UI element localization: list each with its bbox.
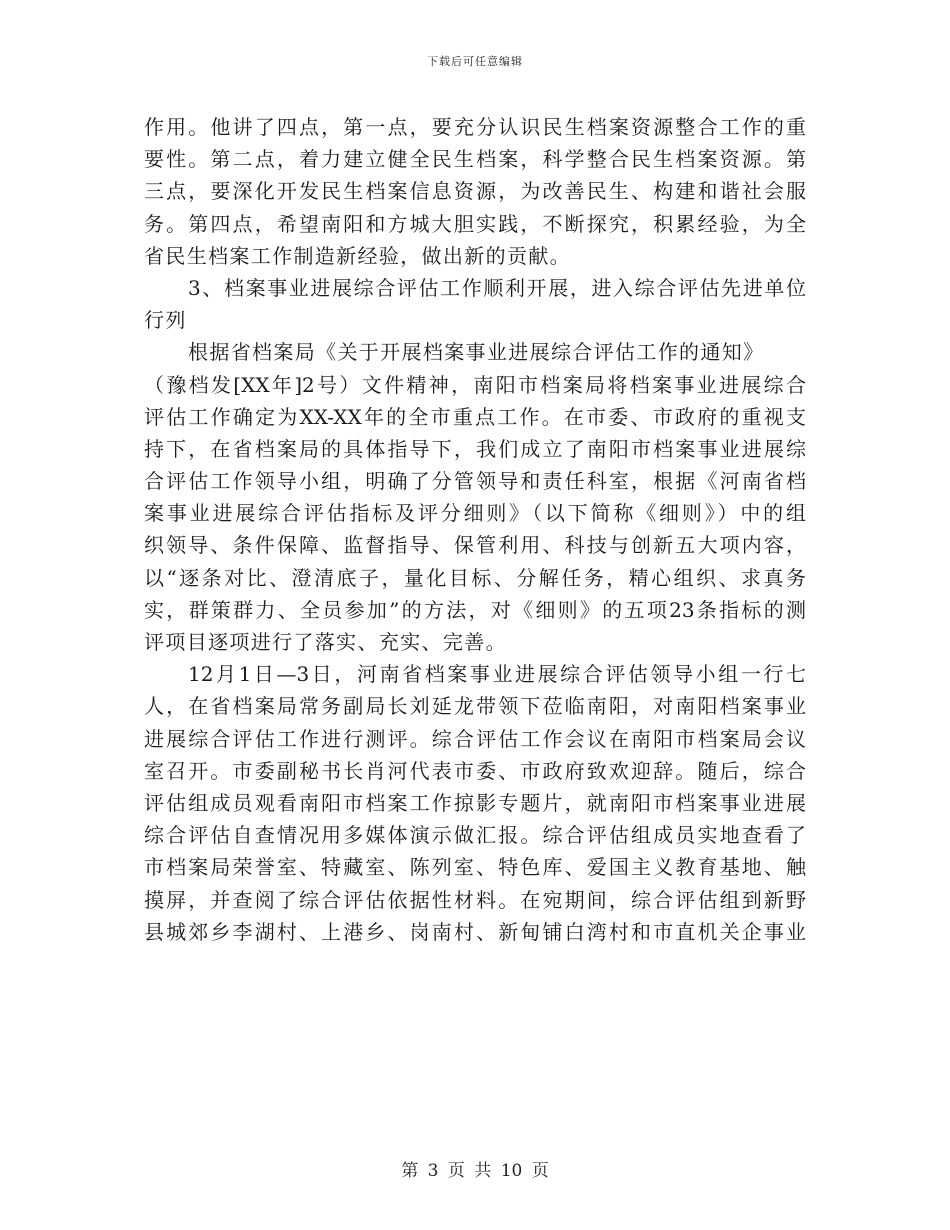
section-heading-line: 行列 xyxy=(144,308,187,333)
text-line: 室召开。市委副秘书长肖河代表市委、市政府致欢迎辞。随后，综合 xyxy=(144,758,806,783)
text-line: （豫档发[XX年]2号）文件精神，南阳市档案局将档案事业进展综合 xyxy=(144,372,806,397)
text-line: 省民生档案工作制造新经验，做出新的贡献。 xyxy=(144,243,571,268)
text-line: 织领导、条件保障、监督指导、保管利用、科技与创新五大项内容， xyxy=(144,533,806,558)
page-header-note: 下载后可任意编辑 xyxy=(427,55,523,68)
text-line: 摸屏，并查阅了综合评估依据性材料。在宛期间，综合评估组到新野 xyxy=(144,887,806,912)
text-line: 作用。他讲了四点，第一点，要充分认识民生档案资源整合工作的重 xyxy=(144,115,806,139)
text-line: 合评估工作领导小组，明确了分管领导和责任科室，根据《河南省档 xyxy=(144,469,806,494)
text-line: 案事业进展综合评估指标及评分细则》（以下简称《细则》）中的组 xyxy=(144,501,806,526)
text-line: 进展综合评估工作进行测评。综合评估工作会议在南阳市档案局会议 xyxy=(144,726,806,751)
text-line: 以“逐条对比、澄清底子，量化目标、分解任务，精心组织、求真务 xyxy=(144,565,806,590)
text-line: 评估组成员观看南阳市档案工作掠影专题片，就南阳市档案事业进展 xyxy=(144,790,806,815)
text-line: 县城郊乡李湖村、上港乡、岗南村、新甸铺白湾村和市直机关企事业 xyxy=(144,919,806,944)
text-line: 12月1日—3日，河南省档案事业进展综合评估领导小组一行七 xyxy=(188,662,806,687)
text-line: 评项目逐项进行了落实、充实、完善。 xyxy=(144,630,507,654)
text-line: 务。第四点，希望南阳和方城大胆实践，不断探究，积累经验，为全 xyxy=(144,211,806,236)
document-body xyxy=(144,111,806,948)
text-line: 评估工作确定为XX-XX年的全市重点工作。在市委、市政府的重视支 xyxy=(144,404,806,429)
text-line: 要性。第二点，着力建立健全民生档案，科学整合民生档案资源。第 xyxy=(144,147,806,172)
text-line: 实，群策群力、全员参加”的方法，对《细则》的五项23条指标的测 xyxy=(144,597,806,622)
text-line: 持下，在省档案局的具体指导下，我们成立了南阳市档案事业进展综 xyxy=(144,436,806,461)
text-line: 根据省档案局《关于开展档案事业进展综合评估工作的通知》 xyxy=(188,340,765,365)
text-line: 综合评估自查情况用多媒体演示做汇报。综合评估组成员实地查看了 xyxy=(144,823,806,848)
text-line: 市档案局荣誉室、特藏室、陈列室、特色库、爱国主义教育基地、触 xyxy=(144,855,806,880)
text-line: 人，在省档案局常务副局长刘延龙带领下莅临南阳，对南阳档案事业 xyxy=(144,694,806,719)
text-line: 三点，要深化开发民生档案信息资源，为改善民生、构建和谐社会服 xyxy=(144,179,806,204)
page-number: 第 3 页 共 10 页 xyxy=(401,1161,549,1181)
section-heading-line: 3、档案事业进展综合评估工作顺利开展，进入综合评估先进单位 xyxy=(188,275,806,300)
